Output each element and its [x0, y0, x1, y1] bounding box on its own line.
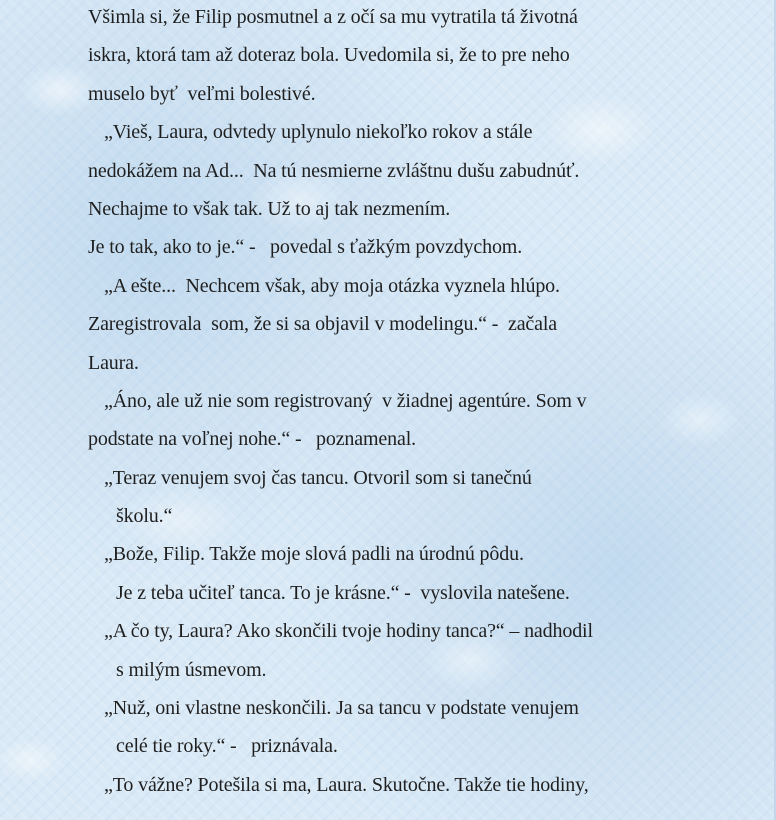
text-line: „Nuž, oni vlastne neskončili. Ja sa tancu v podstate venujem	[104, 697, 579, 720]
text-line: iskra, ktorá tam až doteraz bola. Uvedomila si, že to pre neho	[88, 44, 570, 67]
text-line: „A ešte... Nechcem však, aby moja otázka vyznela hlúpo.	[104, 274, 560, 297]
text-line: Nechajme to však tak. Už to aj tak nezmením.	[88, 197, 451, 220]
text-line: s milým úsmevom.	[116, 658, 267, 681]
text-line: Laura.	[88, 351, 139, 374]
text-line: „A čo ty, Laura? Ako skončili tvoje hodiny tanca?“ – nadhodil	[104, 620, 593, 643]
text-line: „Teraz venujem svoj čas tancu. Otvoril som si tanečnú	[104, 466, 532, 489]
text-line: „Bože, Filip. Takže moje slová padli na úrodnú pôdu.	[104, 543, 524, 566]
text-line: celé tie roky.“ - priznávala.	[116, 735, 338, 758]
text-line: Je z teba učiteľ tanca. To je krásne.“ - vyslovila natešene.	[116, 581, 570, 604]
text-line: Všimla si, že Filip posmutnel a z očí sa mu vytratila tá životná	[88, 6, 578, 28]
text-line: „To vážne? Potešila si ma, Laura. Skutočne. Takže tie hodiny,	[104, 773, 589, 796]
text-line: „Vieš, Laura, odvtedy uplynulo niekoľko rokov a stále	[104, 121, 533, 144]
text-line: muselo byť veľmi bolestivé.	[88, 82, 316, 105]
text-line: „Áno, ale už nie som registrovaný v žiadnej agentúre. Som v	[104, 389, 587, 412]
text-line: Zaregistrovala som, že si sa objavil v modelingu.“ - začala	[88, 313, 558, 336]
text-line: podstate na voľnej nohe.“ - poznamenal.	[88, 428, 416, 451]
text-line: školu.“	[116, 505, 173, 528]
text-line: nedokážem na Ad... Na tú nesmierne zvláštnu dušu zabudnúť.	[88, 159, 580, 182]
text-line: Je to tak, ako to je.“ - povedal s ťažkým povzdychom.	[88, 236, 523, 259]
story-text	[88, 2, 688, 808]
